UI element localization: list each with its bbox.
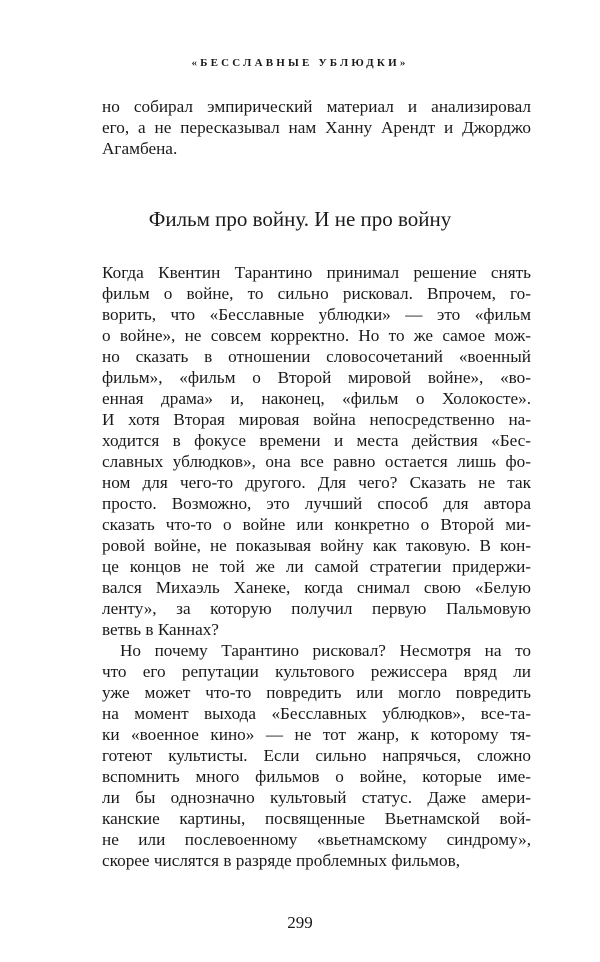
text-line: сказать что-то о войне или конкретно о Второй ми- [102,515,531,534]
text-line: но сказать в отношении словосочетаний «военный [102,347,531,366]
text-line: Но почему Тарантино рисковал? Несмотря на то [120,641,531,660]
text-line: готеют культисты. Если сильно напрячься, сложно [102,746,531,765]
text-line: вспомнить много фильмов о войне, которые име- [102,767,531,786]
text-line: скорее числятся в разряде проблемных фильмов, [102,851,460,870]
text-line: его, а не пересказывал нам Ханну Арендт и Джорджо [102,118,531,137]
text-line: ном для чего-то другого. Для чего? Сказать не так [102,473,531,492]
continuation-paragraph [102,96,531,159]
text-line: канские картины, посвященные Вьетнамской вой- [102,809,531,828]
text-line: ли бы однозначно культовый статус. Даже амери- [102,788,531,807]
text-line: но собирал эмпирический материал и анализировал [102,97,531,116]
paragraph-2 [102,640,531,871]
text-line: фильм о войне, то сильно рисковал. Впрочем, го- [102,284,531,303]
text-line: славных ублюдков», она все равно остается лишь фо- [102,452,531,471]
text-line: ки «военное кино» — не тот жанр, к которому тя- [102,725,531,744]
text-line: о войне», не совсем корректно. Но то же самое мож- [102,326,531,345]
text-line: уже может что-то повредить или могло повредить [102,683,531,702]
running-head: «БЕССЛАВНЫЕ УБЛЮДКИ» [191,57,409,69]
text-line: ворить, что «Бесславные ублюдки» — это «фильм [102,305,531,324]
text-line: це концов не той же ли самой стратегии придержи- [102,557,531,576]
section-heading: Фильм про войну. И не про войну [148,207,452,231]
text-line: что его репутации культового режиссера вряд ли [102,662,531,681]
text-line: И хотя Вторая мировая война непосредственно на- [102,410,531,429]
page-number: 299 [287,913,313,932]
text-line: Когда Квентин Тарантино принимал решение снять [102,263,531,282]
text-line: ветвь в Каннах? [102,620,219,639]
paragraph-1 [102,262,531,640]
text-line: ровой войне, не показывая войну как таковую. В кон- [102,536,531,555]
text-line: вался Михаэль Ханеке, когда снимал свою «Белую [102,578,531,597]
text-line: енная драма» и, наконец, «фильм о Холокосте». [102,389,531,408]
text-line: просто. Возможно, это лучший способ для автора [102,494,531,513]
text-line: ходится в фокусе времени и места действия «Бес- [102,431,531,450]
body-text [102,262,531,871]
text-line: не или послевоенному «вьетнамскому синдрому», [102,830,531,849]
text-line: Агамбена. [102,139,178,158]
text-line: на момент выхода «Бесславных ублюдков», все-та- [102,704,531,723]
text-line: фильм», «фильм о Второй мировой войне», «во- [102,368,531,387]
text-line: ленту», за которую получил первую Пальмовую [102,599,531,618]
